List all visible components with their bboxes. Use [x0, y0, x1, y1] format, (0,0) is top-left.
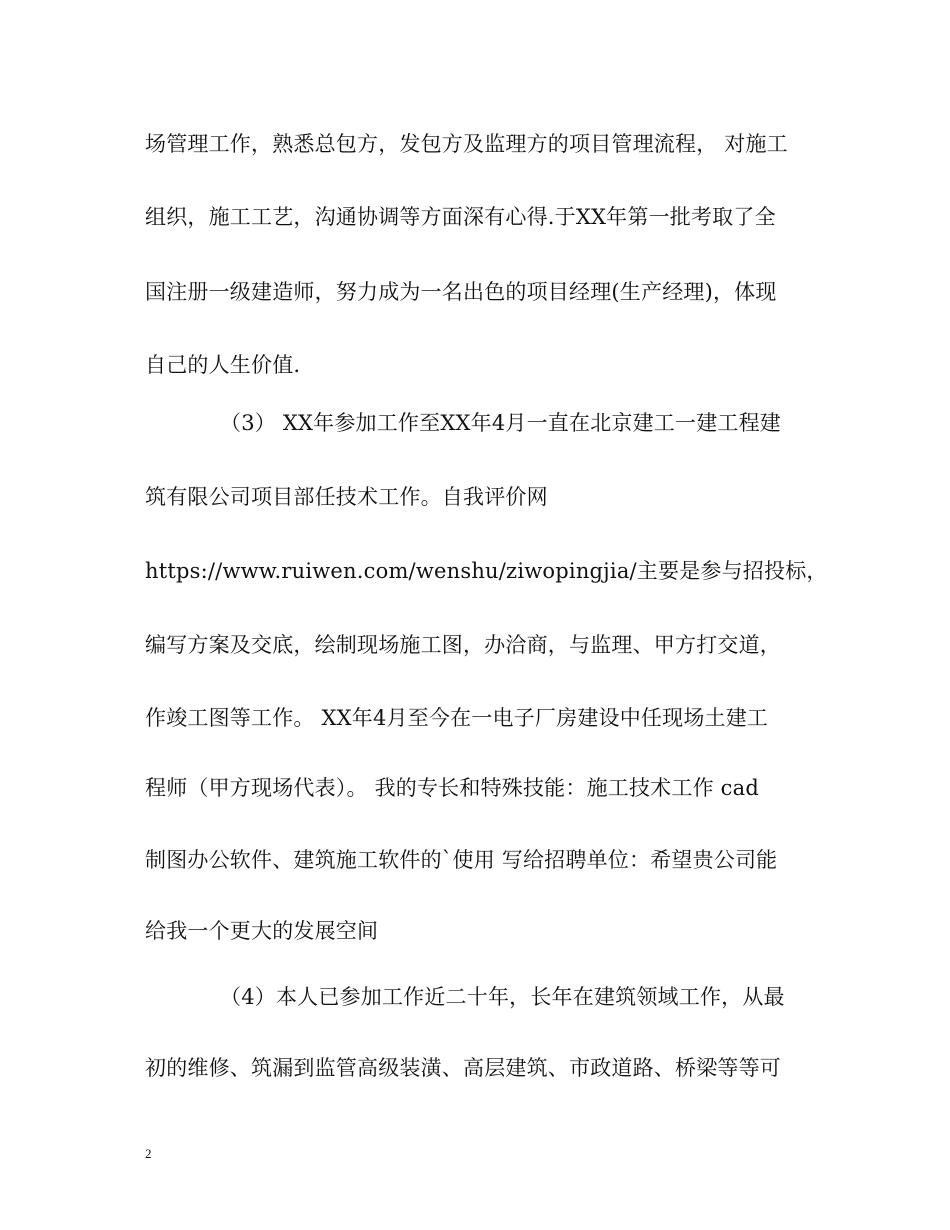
text-line: 制图办公软件、建筑施工软件的`使用 写给招聘单位：希望贵公司能: [145, 848, 778, 872]
text-line: 给我一个更大的发展空间: [145, 919, 379, 943]
text-line: 场管理工作，熟悉总包方，发包方及监理方的项目管理流程， 对施工: [145, 132, 788, 156]
text-line: 自己的人生价值.: [145, 353, 301, 377]
paragraph-start-line: （3） XX年参加工作至XX年4月一直在北京建工一建工程建: [220, 411, 781, 435]
text-line: 组织，施工工艺，沟通协调等方面深有心得.于XX年第一批考取了全: [145, 205, 776, 229]
url-text-line: https://www.ruiwen.com/wenshu/ziwopingjia/主要是参与招投标，: [145, 559, 828, 583]
text-line: 程师（甲方现场代表）。 我的专长和特殊技能：施工技术工作 cad: [145, 776, 759, 800]
paragraph-start-line: （4）本人已参加工作近二十年，长年在建筑领域工作，从最: [220, 985, 785, 1009]
page-number: 2: [145, 1146, 152, 1161]
text-line: 国注册一级建造师，努力成为一名出色的项目经理(生产经理)，体现: [145, 280, 777, 304]
text-line: 初的维修、筑漏到监管高级装潢、高层建筑、市政道路、桥梁等等可: [145, 1056, 781, 1080]
text-line: 筑有限公司项目部任技术工作。自我评价网: [145, 485, 548, 509]
text-line: 作竣工图等工作。 XX年4月至今在一电子厂房建设中任现场土建工: [145, 706, 769, 730]
text-line: 编写方案及交底，绘制现场施工图，办洽商，与监理、甲方打交道，: [145, 633, 781, 657]
